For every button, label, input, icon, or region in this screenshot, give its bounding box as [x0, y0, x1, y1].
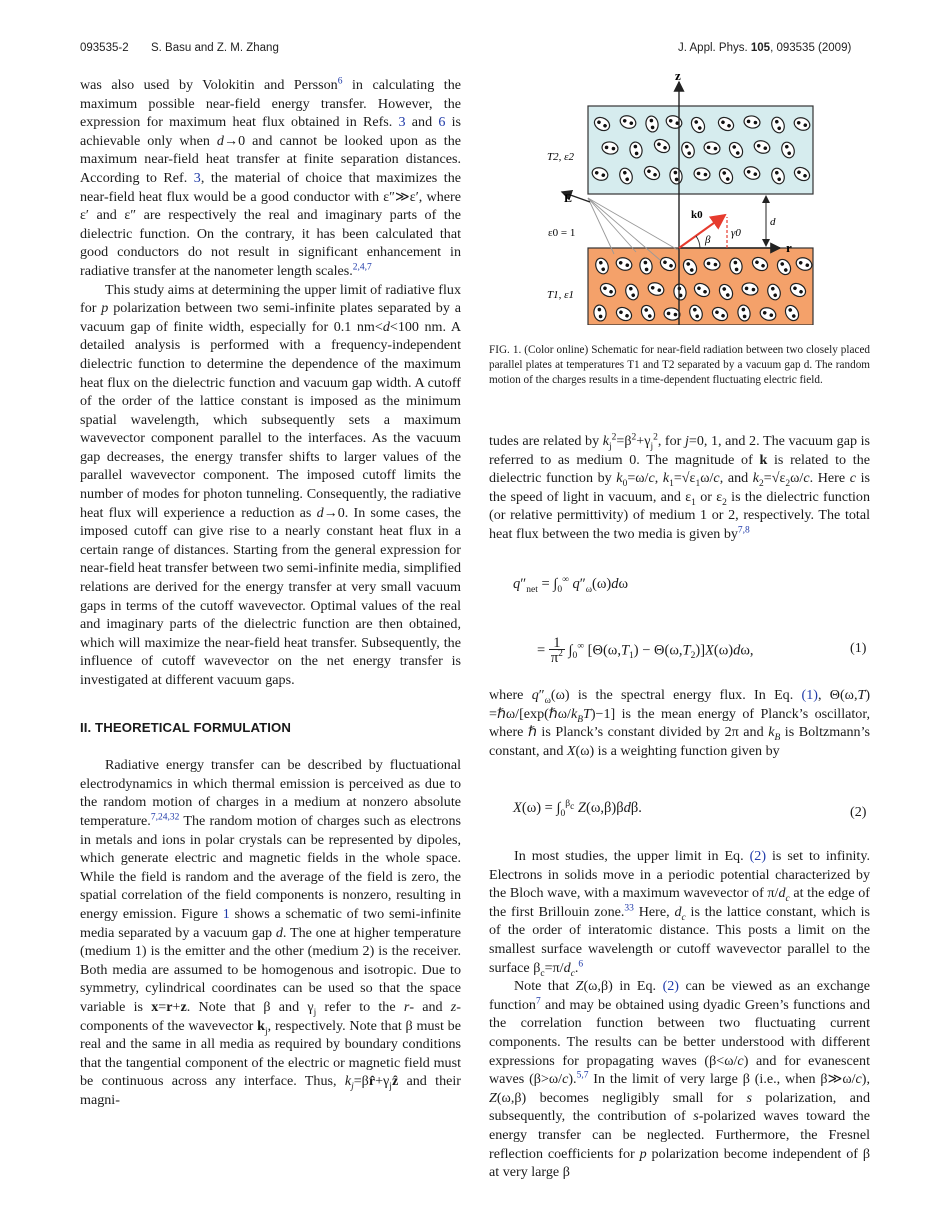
- paragraph: This study aims at determining the upper limit of radiative flux for p polarization between two semi-infinite plates separated by a vacuum gap of finite width, especially for 0.1 nm<d<100 nm. A detailed analysis is performed with a frequency-independent dielectric function to determine the dependence of the maximum heat flux on the dielectric function and vacuum gap width. A cutoff of the order of the lattice constant is imposed as the minimum spatial wavelength, which subsequently sets a maximum wavevector component parallel to the interfaces. As the vacuum gap decreases, the energy transfer shifts to larger values of the parallel wavevector component. The imposed cutoff limits the number of modes for photon tunneling. Consequently, the radiative heat flux will experience a reduction as d→0. In some cases, the imposed cutoff can give rise to a nearly constant heat flux in a certain range of distances. Starting from the general expression for near-field heat transfer between two semi-infinite media, simplified relations are derived for the energy transfer at very small vacuum gaps in terms of the cutoff wavevector. Optimal values of the real and imaginary parts of the dielectric function are then obtained, which will maximize the near-field heat transfer. Subsequently, the influence of cutoff wavevector on the net energy transfer is investigated at different vacuum gaps.: [80, 281, 462, 688]
- paragraph: where $q''_\omega(\omega)$ is the spectral energy flux. In Eq. (1), $\Theta(\omega,T) =\hbar\omega/[\exp(\hbar\omega/k_BT)-1]$ is the mean energy of Planck’s oscillator, where ℏ is Planck’s constant divided by 2π and $k_B$ is Boltzmann’s constant, and X(ω) is a weighting function given by: [489, 687, 871, 759]
- label-beta: β: [705, 234, 711, 246]
- citation-link[interactable]: 6: [438, 114, 446, 131]
- section-heading: II. THEORETICAL FORMULATION: [80, 719, 292, 735]
- label-z: z: [675, 70, 681, 83]
- citation-link[interactable]: 7,8: [737, 525, 750, 536]
- citation-link[interactable]: 7,24,32: [150, 812, 180, 823]
- equation-link[interactable]: (2): [749, 848, 767, 864]
- page-id: 093535-2: [80, 42, 129, 54]
- journal-name: J. Appl. Phys.: [678, 42, 748, 54]
- equation-1-number: (1): [850, 640, 867, 656]
- citation-link[interactable]: 3: [193, 169, 201, 186]
- citation-link[interactable]: 6: [337, 76, 343, 87]
- article-number: 093535: [776, 42, 815, 54]
- label-E: E: [564, 191, 573, 205]
- label-vacuum: ε0 = 1: [548, 227, 576, 239]
- right-column-top: [489, 432, 870, 544]
- running-authors: S. Basu and Z. M. Zhang: [151, 42, 279, 54]
- journal-year: (2009): [818, 42, 852, 54]
- right-column-middle: [489, 686, 870, 760]
- figure-caption: [489, 343, 870, 388]
- label-r: r: [786, 240, 792, 255]
- journal-volume: 105: [750, 42, 771, 54]
- schematic-diagram: [540, 70, 830, 325]
- label-bottom-medium: T1, ε1: [547, 289, 574, 301]
- citation-link[interactable]: 5,7: [576, 1070, 589, 1081]
- citation-link[interactable]: 7: [535, 996, 541, 1007]
- equation-1-line-2: = 1 $\pi^2$ $\int_0^\infty$ $[\Theta(\omega,T_1) - \Theta(\omega,T_2)]X(\omega)d\omega$,: [537, 635, 754, 666]
- figure-link[interactable]: 1: [222, 905, 230, 922]
- caption-prefix: FIG. 1.: [489, 344, 522, 356]
- citation-link[interactable]: 33: [624, 903, 634, 914]
- equation-1-line-1: $q''_{net} = \int_0^\infty$ $q''_\omega(\omega)d\omega$: [513, 575, 629, 595]
- right-column-bottom: [489, 847, 870, 1182]
- beta-angle-arc: [696, 236, 700, 248]
- equation-link[interactable]: (1): [801, 687, 818, 703]
- caption-text: (Color online) Schematic for near-field radiation between two closely placed parallel plates at temperatures T1 and T2 separated by a vacuum gap d. The random motion of the charges results in a time-dependent fluctuating electric field.: [489, 344, 870, 386]
- label-k0: k0: [691, 209, 703, 221]
- paragraph: was also used by Volokitin and Persson$^6$ in calculating the maximum possible near-field energy transfer. However, the expression for maximum heat flux obtained in Refs. 3 and 6 is achievable only when d→0 and cannot be looked upon as the maximum near-field heat transfer at finite separation distances. According to Ref. 3, the material of choice that maximizes the near-field heat flux would be a good conductor with ε″≫ε′, where ε′ and ε″ are respectively the real and imaginary parts of the dielectric function. On the contrary, it has been calculated that good conductors do not result in significant enhancement in radiative transfer at the nanometer length scales.$^{2,4,7}$: [80, 76, 462, 279]
- journal-citation: J. Appl. Phys. 105, 093535 (2009): [678, 42, 852, 54]
- equation-2: $X(\omega) = \int_0^{\beta_c}$ Z(ω,β)βdβ.: [513, 799, 642, 819]
- equation-link[interactable]: (2): [662, 978, 679, 995]
- label-d: d: [770, 216, 776, 228]
- label-top-medium: T2, ε2: [547, 151, 574, 163]
- label-gamma0: γ0: [731, 227, 741, 239]
- equation-2-number: (2): [850, 804, 867, 820]
- citation-link[interactable]: 2,4,7: [352, 262, 372, 273]
- paragraph: Note that Z(ω,β) in Eq. (2) can be viewed as an exchange function$^7$ and may be obtained using dyadic Green’s functions and the correlation function between two fluctuating current components. The results can be better understood with different expressions for propagating waves (β<ω/c) and for evanescent waves (β>ω/c).$^{5,7}$ In the limit of very large β (i.e., when β≫ω/c), Z(ω,β) becomes negligibly small for s polarization, and subsequently, the contribution of s-polarized waves toward the energy transfer can be neglected. Furthermore, the Fresnel reflection coefficients for p polarization become independent of β at very large β: [489, 978, 871, 1181]
- figure-1: [540, 70, 830, 325]
- citation-link[interactable]: 6: [578, 958, 584, 969]
- paragraph: tudes are related by $k_j^2=\beta^2+\gamma_j^2$, for j=0, 1, and 2. The vacuum gap is referred to as medium 0. The magnitude of k is related to the dielectric function by $k_0=\omega/c$, $k_1=√\varepsilon_1\omega/c$, and $k_2=√\varepsilon_2\omega/c$. Here c is the speed of light in vacuum, and $\varepsilon_1$ or $\varepsilon_2$ is the dielectric function (or relative permittivity) of medium 1 or 2, respectively. The total heat flux between the two media is given by$^{7,8}$: [489, 432, 870, 542]
- left-column: [80, 76, 461, 1109]
- citation-link[interactable]: 3: [398, 114, 406, 131]
- paragraph: Radiative energy transfer can be described by fluctuational electrodynamics in which thermal emission is perceived as due to the random motion of charges in a medium at nonzero absolute temperature.$^{7,24,32}$ The random motion of charges such as electrons in metals and ions in polar crystals can be represented by dipoles, which generate electric and magnetic fields in the whole space. While the field is random and the average of the field is zero, the spatial correlation of the field components is nonzero, resulting in energy emission. Figure 1 shows a schematic of two semi-infinite media separated by a vacuum gap d. The one at higher temperature (medium 1) is the emitter and the other (medium 2) is the receiver. Both media are assumed to be homogenous and isotropic. Due to symmetry, cylindrical coordinates can be used so that the space variable is x=r+z. Note that β and $\gamma_j$ refer to the r- and z-components of the wavevector $k_j$, respectively. Note that β must be real and the same in all media as required by boundary conditions that the tangential component of the electric or magnetic field must be continuous across any interface. Thus, $k_j=\beta r̂+\gamma_jẑ$ and their magni-: [80, 757, 461, 1108]
- paragraph: In most studies, the upper limit in Eq. (2) is set to infinity. Electrons in solids move in a periodic potential characterized by the Bloch wave, with a maximum wavevector of $\pi/d_c$ at the edge of the first Brillouin zone.$^{33}$ Here, $d_c$ is the lattice constant, which is of the order of interatomic distance. This posts a limit on the smallest surface wavelength or cutoff wavevector parallel to the surface $\beta_c=\pi/d_c.^6$: [489, 848, 870, 979]
